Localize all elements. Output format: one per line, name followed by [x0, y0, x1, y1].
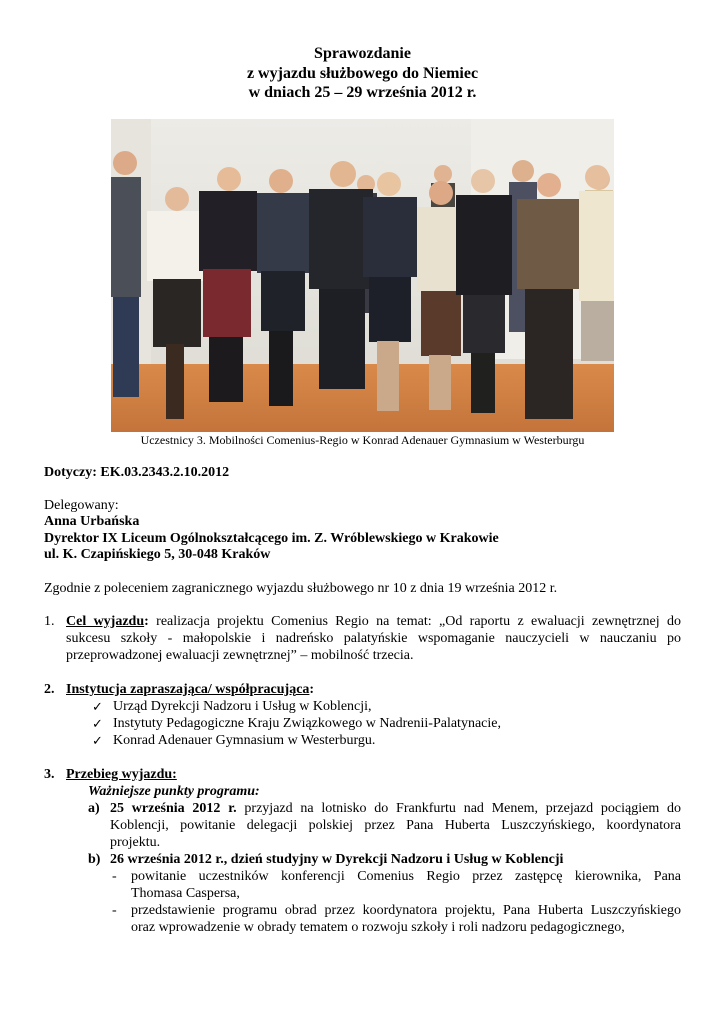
- delegate-position: Dyrektor IX Liceum Ogólnokształcącego im. Z. Wróblewskiego w Krakowie: [44, 531, 499, 546]
- section-2-item: Konrad Adenauer Gymnasium w Westerburgu.: [113, 733, 376, 748]
- checkmark-icon: ✓: [92, 733, 103, 748]
- section-1-line-2: sukcesu szkoły - małopolskie i nadreńsko palatyńskie wspomaganie nauczycieli w nauczaniu po: [66, 631, 681, 646]
- section-2-heading-line: Instytucja zapraszająca/ współpracująca:: [66, 682, 315, 697]
- section-1-number: 1.: [44, 614, 55, 629]
- section-2-number: 2.: [44, 682, 55, 697]
- section-3-subheading: Ważniejsze punkty programu:: [88, 784, 260, 799]
- item-b-bullet-1-line-1: powitanie uczestników konferencji Comenius Regio przez zastępcę kierownika, Pana: [131, 869, 681, 884]
- item-b-bullet-2-line-1: przedstawienie programu obrad przez koordynatora projektu, Pana Huberta Luszczyńskiego: [131, 903, 681, 918]
- section-3-number: 3.: [44, 767, 55, 782]
- reference-number: Dotyczy: EK.03.2343.2.10.2012: [44, 465, 230, 480]
- section-1-heading: Cel wyjazdu: [66, 614, 145, 629]
- group-photo-illustration: [111, 119, 614, 432]
- section-1-line-3: przeprowadzonej ewaluacji zewnętrznej” – mobilność trzecia.: [66, 648, 414, 663]
- item-b-bullet-2-line-2: oraz wprowadzenie w obrady tematem o rozwoju szkoły i roli nadzoru pedagogicznego,: [131, 920, 625, 935]
- section-1-text-1: realizacja projektu Comenius Regio na temat: „Od raportu z ewaluacji zewnętrznej do: [156, 614, 681, 629]
- section-2-item: Urząd Dyrekcji Nadzoru i Usług w Koblencji,: [113, 699, 372, 714]
- title-line-2: z wyjazdu służbowego do Niemiec: [246, 64, 479, 82]
- item-a-label: a): [88, 801, 100, 816]
- photo-caption: Uczestnicy 3. Mobilności Comenius-Regio w Konrad Adenauer Gymnasium w Westerburgu: [140, 433, 585, 447]
- item-a-line-1: [110, 801, 681, 818]
- report-title: [0, 44, 725, 103]
- item-b-bullet-1-line-2: Thomasa Caspersa,: [131, 886, 240, 901]
- title-line-3: w dniach 25 – 29 września 2012 r.: [248, 84, 477, 101]
- checkmark-icon: ✓: [92, 716, 103, 731]
- item-a-text-1: przyjazd na lotnisko do Frankfurtu nad Menem, przejazd pociągiem do: [244, 801, 681, 816]
- section-2-item: Instytuty Pedagogiczne Kraju Związkowego w Nadrenii-Palatynacie,: [113, 716, 501, 731]
- delegate-address: ul. K. Czapińskiego 5, 30-048 Kraków: [44, 547, 271, 562]
- item-a-line-3: projektu.: [110, 835, 161, 850]
- delegate-label: Delegowany:: [44, 498, 119, 513]
- delegate-name: Anna Urbańska: [44, 514, 140, 529]
- section-3-heading: Przebieg wyjazdu:: [66, 767, 177, 782]
- title-line-1: Sprawozdanie: [314, 45, 411, 62]
- dash-bullet: -: [112, 903, 117, 918]
- item-b-label: b): [88, 852, 101, 867]
- item-a-date: 25 września 2012 r.: [110, 801, 237, 816]
- dash-bullet: -: [112, 869, 117, 884]
- checkmark-icon: ✓: [92, 699, 103, 714]
- group-photo: [111, 119, 614, 432]
- item-a-line-2: Koblencji, powitanie delegacji polskiej przez Pana Huberta Luszczyńskiego, koordynatora: [110, 818, 681, 833]
- section-2-heading: Instytucja zapraszająca/ współpracująca: [66, 682, 310, 697]
- section-1-line-1: Cel wyjazdu: realizacja projektu Comenius Regio na temat: „Od raportu z ewaluacji zewnętrznej do: [66, 614, 681, 629]
- order-statement: Zgodnie z poleceniem zagranicznego wyjazdu służbowego nr 10 z dnia 19 września 2012 r.: [44, 581, 558, 596]
- item-b-title: 26 września 2012 r., dzień studyjny w Dyrekcji Nadzoru i Usług w Koblencji: [110, 852, 564, 867]
